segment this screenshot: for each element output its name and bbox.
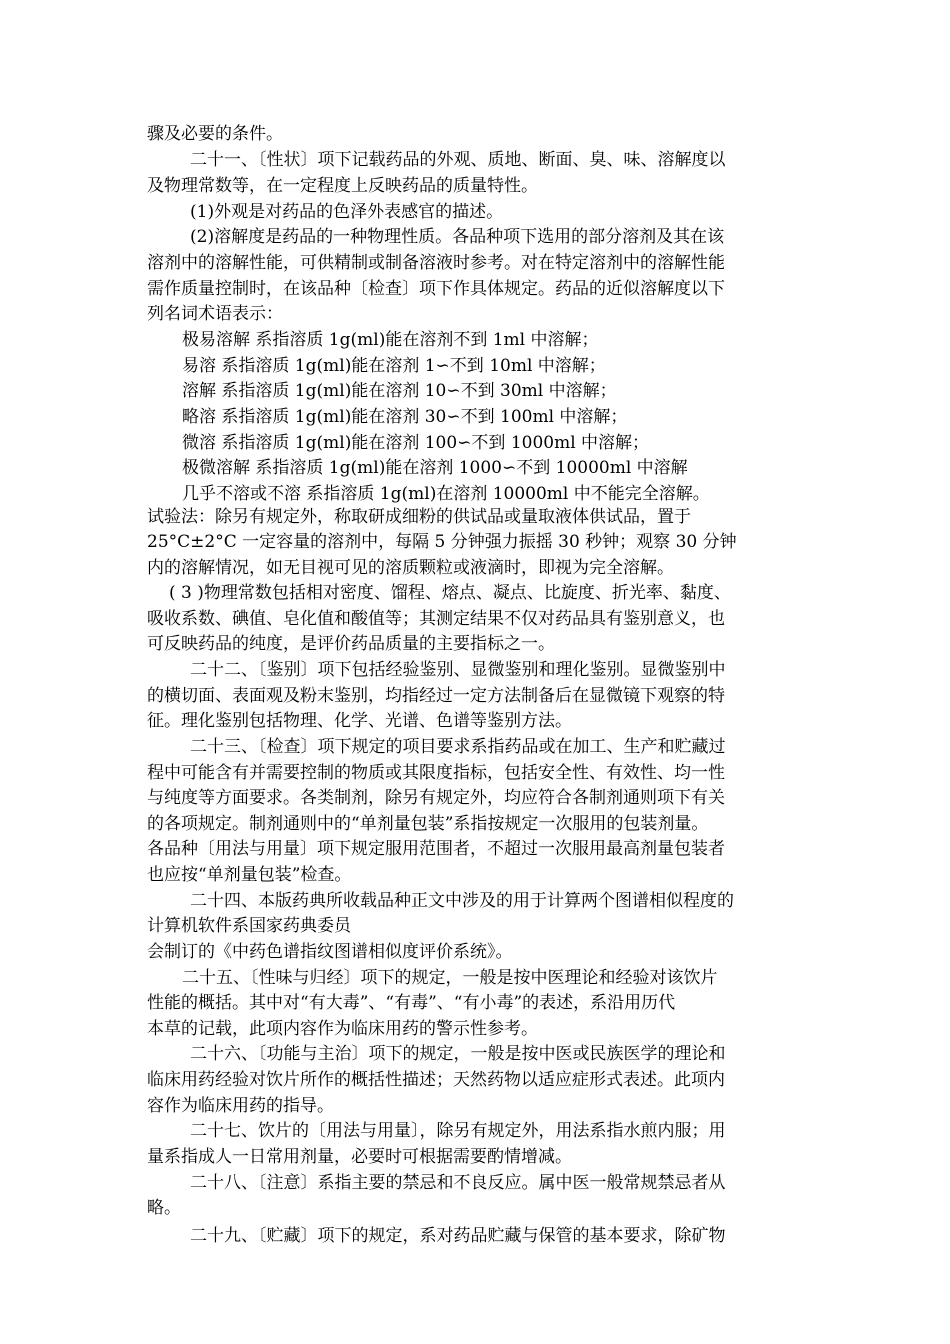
text-line: 与纯度等方面要求。各类制剂，除另有规定外，均应符合各制剂通则项下有关 [147,788,725,808]
text-line: 可反映药品的纯度，是评价药品质量的主要指标之一。 [147,634,555,654]
text-line: 各品种〔用法与用量〕项下规定服用范围者，不超过一次服用最高剂量包装者 [147,839,725,859]
text-line: 需作质量控制时，在该品种〔检查〕项下作具体规定。药品的近似溶解度以下 [147,279,725,299]
text-line: 极微溶解 系指溶质 1g(ml)能在溶剂 1000∽不到 10000ml 中溶解 [182,458,688,478]
text-line: 内的溶解情况，如无目视可见的溶质颗粒或液滴时，即视为完全溶解。 [147,558,674,578]
text-line: 骤及必要的条件。 [147,124,283,144]
text-line: 本草的记载，此项内容作为临床用药的警示性参考。 [147,1019,538,1039]
text-line: 列名词术语表示： [147,304,283,324]
text-line: 二十七、饮片的〔用法与用量〕，除另有规定外，用法系指水煎内服；用 [190,1121,726,1141]
text-line: 临床用药经验对饮片所作的概括性描述；天然药物以适应症形式表述。此项内 [147,1070,725,1090]
text-line: 略溶 系指溶质 1g(ml)能在溶剂 30∽不到 100ml 中溶解； [182,407,628,427]
text-line: 征。理化鉴别包括物理、化学、光谱、色谱等鉴别方法。 [147,711,572,731]
text-line: 溶解 系指溶质 1g(ml)能在溶剂 10∽不到 30ml 中溶解； [182,381,617,401]
text-line: 极易溶解 系指溶质 1g(ml)能在溶剂不到 1ml 中溶解； [182,330,599,350]
text-line: 二十三、〔检查〕项下规定的项目要求系指药品或在加工、生产和贮藏过 [190,737,726,757]
text-line: 二十九、〔贮藏〕项下的规定，系对药品贮藏与保管的基本要求，除矿物 [190,1226,726,1246]
text-line: 会制订的《中药色谱指纹图谱相似度评价系统》。 [147,942,513,962]
text-line: 吸收系数、碘值、皂化值和酸值等；其测定结果不仅对药品具有鉴别意义，也 [147,609,725,629]
text-line: 略。 [147,1198,181,1218]
text-line: 易溶 系指溶质 1g(ml)能在溶剂 1∽不到 10ml 中溶解； [182,356,606,376]
text-line: 溶剂中的溶解性能，可供精制或制备溶液时参考。对在特定溶剂中的溶解性能 [147,253,725,273]
text-line: 量系指成人一日常用剂量，必要时可根据需要酌情增减。 [147,1147,572,1167]
text-line: 二十二、〔鉴别〕项下包括经验鉴别、显微鉴别和理化鉴别。显微鉴别中 [190,660,726,680]
text-line: 及物理常数等，在一定程度上反映药品的质量特性。 [147,176,538,196]
text-line: 二十一、〔性状〕项下记载药品的外观、质地、断面、臭、味、溶解度以 [190,150,726,170]
text-line: ( 3 )物理常数包括相对密度、馏程、熔点、凝点、比旋度、折光率、黏度、 [169,583,731,603]
text-line: (2)溶解度是药品的一种物理性质。各品种项下选用的部分溶剂及其在该 [190,227,725,247]
text-line: 二十六、〔功能与主治〕项下的规定，一般是按中医或民族医学的理论和 [190,1044,726,1064]
text-line: 计算机软件系国家药典委员 [147,916,351,936]
text-line: 容作为临床用药的指导。 [147,1096,334,1116]
text-line: 25°C±2°C 一定容量的溶剂中，每隔 5 分钟强力振摇 30 秒钟；观察 30 分钟 [147,532,737,552]
text-line: 几乎不溶或不溶 系指溶质 1g(ml)在溶剂 10000ml 中不能完全溶解。 [182,484,710,504]
text-line: 的各项规定。制剂通则中的“单剂量包装”系指按规定一次服用的包装剂量。 [147,814,709,834]
text-line: 试验法：除另有规定外，称取研成细粉的供试品或量取液体供试品，置于 [147,507,691,527]
text-line: 微溶 系指溶质 1g(ml)能在溶剂 100∽不到 1000ml 中溶解； [182,433,650,453]
text-line: (1)外观是对药品的色泽外表感官的描述。 [190,202,504,222]
text-line: 二十五、〔性味与归经〕项下的规定，一般是按中医理论和经验对该饮片 [182,968,718,988]
text-line: 也应按“单剂量包装”检查。 [147,865,352,885]
text-line: 二十八、〔注意〕系指主要的禁忌和不良反应。属中医一般常规禁忌者从 [190,1173,726,1193]
text-line: 的横切面、表面观及粉末鉴别，均指经过一定方法制备后在显微镜下观察的特 [147,686,725,706]
text-line: 程中可能含有并需要控制的物质或其限度指标，包括安全性、有效性、均一性 [147,763,725,783]
text-line: 二十四、本版药典所收载品种正文中涉及的用于计算两个图谱相似程度的 [190,891,734,911]
text-line: 性能的概括。其中对“有大毒”、“有毒”、“有小毒”的表述，系沿用历代 [147,993,676,1013]
